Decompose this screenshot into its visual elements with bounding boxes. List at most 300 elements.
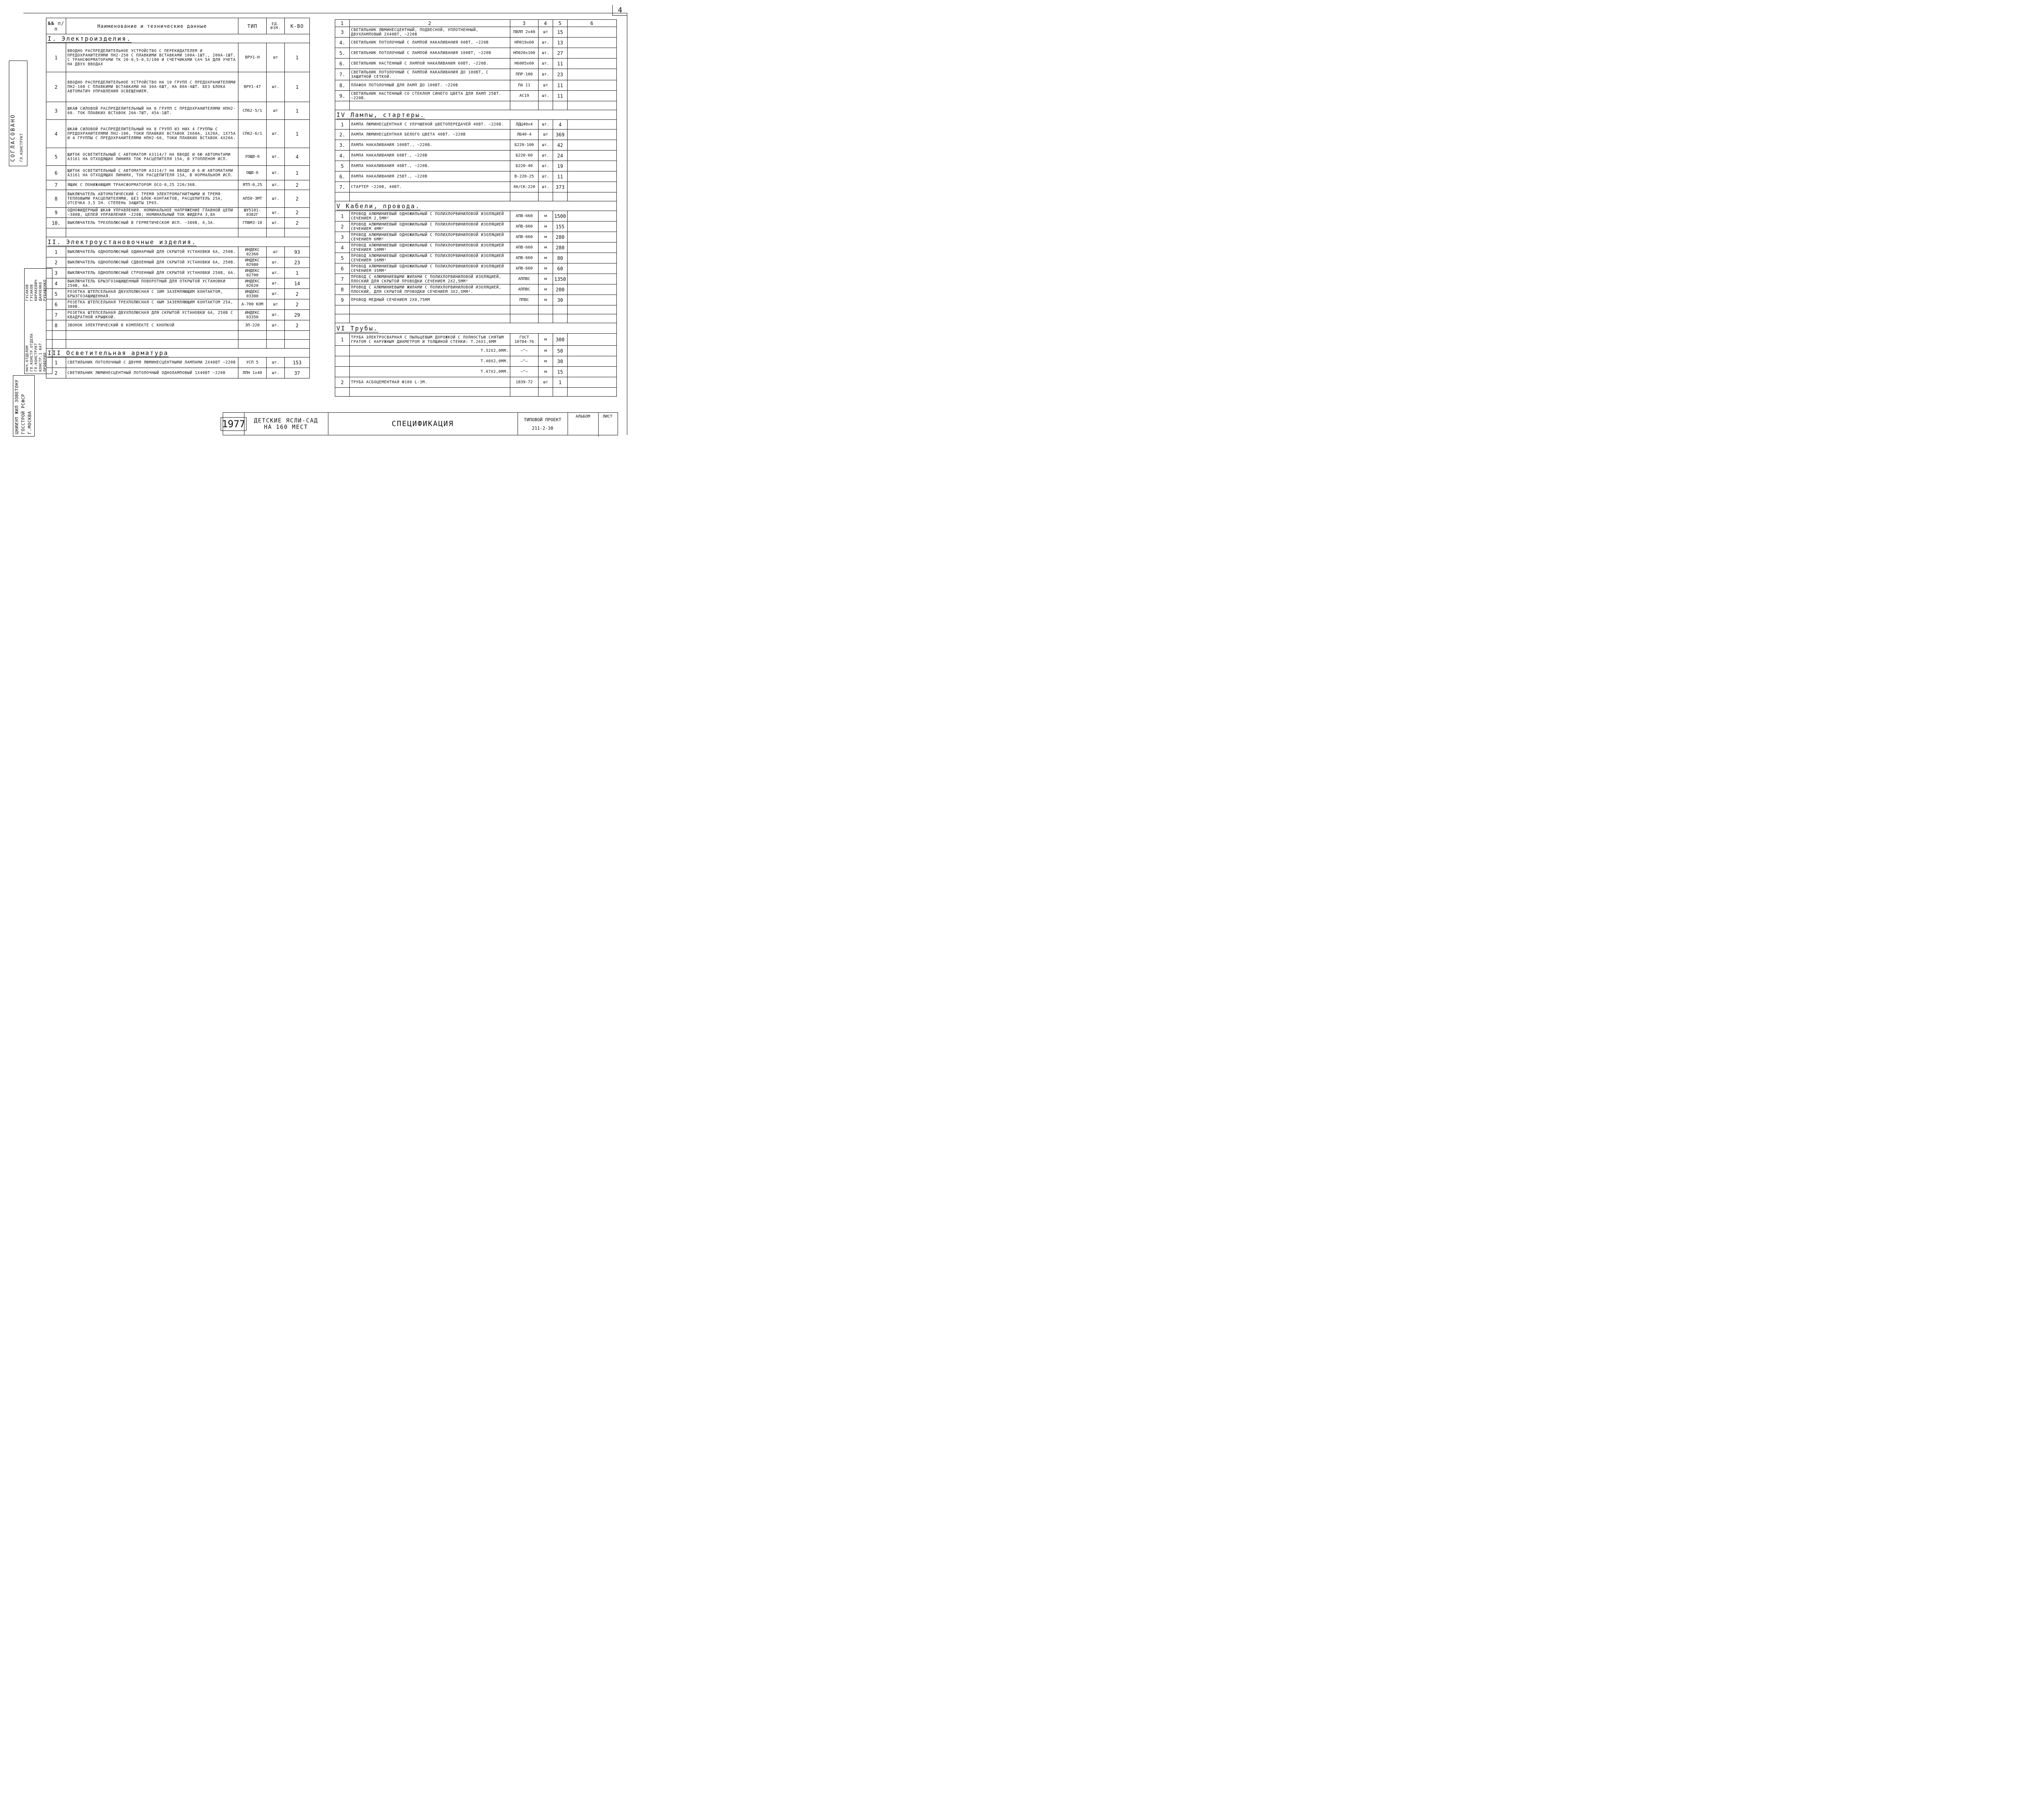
item-name: ЩИТОК ОСВЕТИТЕЛЬНЫЙ С АВТОМАТОМ А3114/7 НА ВВОДЕ И 6-Ю АВТОМАТАМИ А3161 НА ОТХОДЯЩИХ ЛИНИЯХ, ТОК РАСЦЕПИТЕЛЯ 15А, В НОРМАЛЬНОМ ИСП. <box>66 166 238 180</box>
table-row <box>335 377 617 388</box>
item-number: 2. <box>335 130 350 140</box>
item-unit: шт. <box>267 278 285 289</box>
item-name: ПРОВОД АЛЮМИНИЕВЫЙ ОДНОЖИЛЬНЫЙ С ПОЛИХЛОРВИНИЛОВОЙ ИЗОЛЯЦИЕЙ СЕЧЕНИЕМ 16ММ² <box>350 253 510 263</box>
item-number: 4 <box>46 120 66 148</box>
item-number: 7 <box>46 310 66 320</box>
item-type: ПВЛП 2х40 <box>510 27 539 38</box>
org-stamp <box>13 375 35 437</box>
item-name: СВЕТИЛЬНИК ПОТОЛОЧНЫЙ С ЛАМПОЙ НАКАЛИВАНИЯ 60ВТ, ~220В <box>350 38 510 48</box>
item-number: 5 <box>46 148 66 166</box>
item-type: СП62-6/1 <box>238 120 266 148</box>
item-name: СВЕТИЛЬНИК ПОТОЛОЧНЫЙ С ЛАМПОЙ НАКАЛИВАНИЯ ДО 100ВТ, С ЗАЩИТНОЙ СЕТКОЙ. <box>350 69 510 80</box>
item-number: 5 <box>335 161 350 171</box>
item-unit: шт <box>539 377 553 388</box>
item-qty: 1 <box>285 43 310 72</box>
item-type: 40/СК-220 <box>510 182 539 192</box>
year: 1977 <box>221 417 246 431</box>
item-number: 4 <box>46 278 66 289</box>
item-unit: шт. <box>267 310 285 320</box>
item-name: РОЗЕТКА ШТЕПСЕЛЬНАЯ ДВУХПОЛЮСНАЯ ДЛЯ СКРЫТОЙ УСТАНОВКИ 6А, 250В С КВАДРАТНОЙ КРЫШКОЙ. <box>66 310 238 320</box>
item-name: ПЛАФОН ПОТОЛОЧНЫЙ ДЛЯ ЛАМП ДО 100ВТ. ~220В <box>350 80 510 91</box>
item-name: ВЫКЛЮЧАТЕЛЬ ТРЕХПОЛЮСНЫЙ В ГЕРМЕТИЧЕСКОМ ИСП. ~380В, 6,3А. <box>66 218 238 228</box>
item-number: 9 <box>335 295 350 305</box>
item-unit: м <box>539 367 553 377</box>
item-unit: шт. <box>267 368 285 378</box>
item-qty: 1500 <box>553 211 568 221</box>
name-3: КИРАКЕВИЧ <box>34 279 38 301</box>
item-type: ГОСТ 10704-76 <box>510 334 539 346</box>
item-qty: 2 <box>285 218 310 228</box>
item-unit: шт. <box>267 120 285 148</box>
table-row <box>46 278 310 289</box>
item-qty: 30 <box>553 356 568 367</box>
item-unit: шт <box>267 102 285 120</box>
table-row <box>335 346 617 356</box>
item-number: 6 <box>335 263 350 274</box>
item-qty: 60 <box>553 263 568 274</box>
org-line-2: ГОССТРОЙ РСФСР <box>21 394 26 434</box>
table-header <box>335 20 617 27</box>
section-title: III Осветительная арматура <box>48 349 169 357</box>
item-number: 8 <box>46 190 66 208</box>
item-type: ППР-100 <box>510 69 539 80</box>
item-qty: 50 <box>553 346 568 356</box>
item-unit: шт. <box>539 161 553 171</box>
item-qty: 93 <box>285 247 310 257</box>
item-number: 2 <box>335 221 350 232</box>
item-qty: 37 <box>285 368 310 378</box>
item-name: СТАРТЕР ~220В, 40ВТ. <box>350 182 510 192</box>
item-unit: шт <box>539 80 553 91</box>
item-type: ИНДЕКС 02980 <box>238 257 266 268</box>
item-number: 6. <box>335 171 350 182</box>
table-row <box>46 208 310 218</box>
item-unit: шт. <box>539 140 553 150</box>
item-qty: 1 <box>285 120 310 148</box>
item-number: 6 <box>46 166 66 180</box>
item-unit: м <box>539 295 553 305</box>
item-number: 3 <box>46 102 66 120</box>
item-name: ОДНОФИДЕРНЫЙ ШКАФ УПРАВЛЕНИЯ. НОМИНАЛЬНОЕ НАПРЯЖЕНИЕ ГЛАВНОЙ ЦЕПИ ~380В, ЦЕПЕЙ УПРАВЛЕНИЯ ~220В; НОМИНАЛЬНЫЙ ТОК ФИДЕРА 3,8А <box>66 208 238 218</box>
item-unit: шт. <box>267 320 285 331</box>
item-number: 1 <box>46 247 66 257</box>
item-unit: шт. <box>539 150 553 161</box>
col-header-1: 1 <box>335 20 350 27</box>
item-unit: м <box>539 221 553 232</box>
table-row <box>335 221 617 232</box>
section-title: IV Лампы, стартеры. <box>336 111 425 119</box>
table-row <box>335 38 617 48</box>
table-row <box>46 72 310 102</box>
blank-row <box>335 101 617 110</box>
table-row <box>335 295 617 305</box>
org-line-1: ЦНИИЭП ЖИЛ ЗОВЕТОНУ <box>14 379 19 434</box>
item-type: АП50-3МТ <box>238 190 266 208</box>
item-type: СП62-5/1 <box>238 102 266 120</box>
table-row <box>46 43 310 72</box>
item-name: ПРОВОД АЛЮМИНИЕВЫЙ ОДНОЖИЛЬНЫЙ С ПОЛИХЛОРВИНИЛОВОЙ ИЗОЛЯЦИЕЙ СЕЧЕНИЕМ 2,5ММ² <box>350 211 510 221</box>
item-number: 1 <box>335 334 350 346</box>
item-qty: 23 <box>553 69 568 80</box>
table-row <box>335 274 617 284</box>
item-type: АПВ-660 <box>510 221 539 232</box>
role-4: КОНСТР.1 КАТ. <box>39 341 43 372</box>
project-code: 211-2-38 <box>532 425 553 431</box>
item-qty: 11 <box>553 171 568 182</box>
item-qty: 11 <box>553 59 568 69</box>
blank-row <box>46 340 310 349</box>
item-qty: 2 <box>285 180 310 190</box>
col-header-unit: ЕД. ИЗМ. <box>267 18 285 34</box>
item-qty: 11 <box>553 80 568 91</box>
table-row <box>46 320 310 331</box>
item-unit: шт. <box>267 180 285 190</box>
item-type: ЛБ40-4 <box>510 130 539 140</box>
item-type: Н6005х60 <box>510 59 539 69</box>
agreed-stamp <box>9 61 27 166</box>
role-2: ГЛ.КОНСТР.ОТДЕЛА <box>30 333 34 372</box>
role-5: ПРОВЕРИЛ <box>43 352 47 372</box>
table-row <box>335 120 617 130</box>
sheet-title-cell <box>328 413 518 435</box>
signature-stamp <box>24 268 52 374</box>
blank-row <box>335 314 617 323</box>
table-row <box>335 91 617 101</box>
item-number: 1 <box>335 211 350 221</box>
table-row <box>335 161 617 171</box>
item-qty: 1350 <box>553 274 568 284</box>
year-cell <box>223 413 244 435</box>
project-code-label: ТИПОВОЙ ПРОЕКТ <box>524 417 562 422</box>
item-type: УОЩВ-6 <box>238 148 266 166</box>
item-unit: шт. <box>539 48 553 59</box>
project-code-cell <box>518 413 568 435</box>
item-number: 9. <box>335 91 350 101</box>
item-name: РОЗЕТКА ШТЕПСЕЛЬНАЯ ДВУХПОЛЮСНАЯ С 3ИМ ЗАЗЕМЛЯЮЩИМ КОНТАКТОМ, БРЫЗГОЗАЩИЩЕННАЯ. <box>66 289 238 299</box>
item-qty: 29 <box>285 310 310 320</box>
item-name: ВЫКЛЮЧАТЕЛЬ ОДНОПОЛЮСНЫЙ СТРОЕННЫЙ ДЛЯ СКРЫТОЙ УСТАНОВКИ 250В, 6А. <box>66 268 238 278</box>
item-number: 3 <box>335 232 350 242</box>
project-name: ДЕТСКИЕ ЯСЛИ-САД НА 160 МЕСТ <box>254 417 318 430</box>
item-unit: шт <box>539 27 553 38</box>
table-row <box>46 218 310 228</box>
section-header <box>335 110 617 120</box>
table-row <box>335 27 617 38</box>
item-type: В-220-25 <box>510 171 539 182</box>
item-name: ПРОВОД АЛЮМИНИЕВЫЙ ОДНОЖИЛЬНЫЙ С ПОЛИХЛОРВИНИЛОВОЙ ИЗОЛЯЦИЕЙ СЕЧЕНИЕМ 4ММ² <box>350 221 510 232</box>
item-qty: 373 <box>553 182 568 192</box>
item-name: Т.47Х2,0ММ. <box>350 367 510 377</box>
name-5: РУБАШЕНКО <box>43 279 47 301</box>
project-cell <box>244 413 328 435</box>
item-number: 4 <box>335 242 350 253</box>
item-type: ИНДЕКС 02360 <box>238 247 266 257</box>
table-row <box>335 59 617 69</box>
item-type: ЗП-220 <box>238 320 266 331</box>
item-unit: м <box>539 242 553 253</box>
item-name: ВВОДНО РАСПРЕДЕЛИТЕЛЬНОЕ УСТРОЙСТВО НА 10 ГРУПП С ПРЕДОХРАНИТЕЛЯМИ ПН2-100 С ПЛАВКИМИ ВСТАВКАМИ НА 30А-6ШТ, НА 80А-4ШТ. БЕЗ БЛОКА АВТОМАТИЧ УПРАВЛЕНИЯ ОСВЕЩЕНИЕМ. <box>66 72 238 102</box>
item-name: ВЫКЛЮЧАТЕЛЬ БРЫЗГОЗАЩИЩЕННЫЙ ПОВОРОТНЫЙ ДЛЯ ОТКРЫТОЙ УСТАНОВКИ 250В, 6А. <box>66 278 238 289</box>
item-name: ПРОВОД АЛЮМИНИЕВЫЙ ОДНОЖИЛЬНЫЙ С ПОЛИХЛОРВИНИЛОВОЙ ИЗОЛЯЦИЕЙ СЕЧЕНИЕМ 35ММ² <box>350 263 510 274</box>
item-number: 2 <box>46 368 66 378</box>
item-unit: шт <box>267 247 285 257</box>
item-number: 4. <box>335 150 350 161</box>
item-qty: 369 <box>553 130 568 140</box>
item-name: ЗВОНОК ЭЛЕКТРИЧЕСКИЙ В КОМПЛЕКТЕ С КНОПКОЙ <box>66 320 238 331</box>
item-number: 8 <box>335 284 350 295</box>
item-qty: 19 <box>553 161 568 171</box>
item-number: 6. <box>335 59 350 69</box>
item-name: ТРУБА ЭЛЕКТРОСВАРНАЯ С ПЫЛЬЦЕВЫМ ДОРОЖКОЙ С ПОЛНОСТЬЮ СНЯТЫМ ГРАТОМ С НАРУЖНЫМ ДИАМЕТРОМ И ТОЛЩИНОЙ СТЕНКИ: Т.26Х1,8ММ <box>350 334 510 346</box>
item-unit: шт. <box>539 120 553 130</box>
table-row <box>335 130 617 140</box>
item-type: АПВ-660 <box>510 242 539 253</box>
item-qty: 14 <box>285 278 310 289</box>
item-number: 7 <box>46 180 66 190</box>
item-qty: 13 <box>553 38 568 48</box>
name-4: ДАНЧЕНКО <box>39 282 43 301</box>
item-number: 4. <box>335 38 350 48</box>
col-header-type: ТИП <box>238 18 266 34</box>
item-name: ЛАМПА НАКАЛИВАНИЯ 60ВТ., ~220В <box>350 150 510 161</box>
table-row <box>335 182 617 192</box>
item-type: 1839-72 <box>510 377 539 388</box>
item-type: ЛПН 1х40 <box>238 368 266 378</box>
item-number: 9 <box>46 208 66 218</box>
right-spec-table <box>335 19 617 397</box>
item-qty: 24 <box>553 150 568 161</box>
page-number: 4 <box>612 5 627 16</box>
sheet-label: ЛИСТ <box>602 414 613 419</box>
item-unit: шт. <box>539 38 553 48</box>
table-row <box>335 48 617 59</box>
item-name: ЛАМПА НАКАЛИВАНИЯ 100ВТ., ~220В. <box>350 140 510 150</box>
table-row <box>335 334 617 346</box>
item-name: ШКАФ СИЛОВОЙ РАСПРЕДЕЛИТЕЛЬНЫЙ НА 8 ГРУПП С ПРЕДОХРАНИТЕЛЯМИ НПН2-60. ТОК ПЛАВКИХ ВСТАВОК 20А-7ШТ, 45А-1ШТ. <box>66 102 238 120</box>
item-qty: 153 <box>285 357 310 368</box>
table-row <box>46 247 310 257</box>
item-name: ЛАМПА НАКАЛИВАНИЯ 25ВТ., ~220В <box>350 171 510 182</box>
section-title: VI Трубы. <box>336 324 378 332</box>
item-type: ИНДЕКС 02700 <box>238 268 266 278</box>
section-header <box>335 201 617 211</box>
item-type: АПВ-660 <box>510 253 539 263</box>
item-type: ППВС <box>510 295 539 305</box>
item-unit: шт. <box>539 59 553 69</box>
item-name: ПРОВОД МЕДНЫЙ СЕЧЕНИЕМ 2Х0,75ММ <box>350 295 510 305</box>
item-qty: 27 <box>553 48 568 59</box>
item-type: АС19 <box>510 91 539 101</box>
col-header-5: 5 <box>553 20 568 27</box>
item-name: СВЕТИЛЬНИК ПОТОЛОЧНЫЙ С ЛАМПОЙ НАКАЛИВАНИЯ 100ВТ, ~220В <box>350 48 510 59</box>
item-number: 1 <box>46 43 66 72</box>
item-unit: шт. <box>267 190 285 208</box>
item-unit: шт <box>267 299 285 310</box>
section-header <box>46 34 310 43</box>
item-name: РОЗЕТКА ШТЕПСЕЛЬНАЯ ТРЕХПОЛЮСНАЯ С 4ЫМ ЗАЗЕМЛЯЮЩИМ КОНТАКТОМ 25А, 380В. <box>66 299 238 310</box>
item-qty: 1 <box>285 166 310 180</box>
table-row <box>335 211 617 221</box>
item-name: ЛАМПА ЛЮМИНЕСЦЕНТНАЯ С УЛУЧШЕНОЙ ЦВЕТОПЕРЕДАЧЕЙ 40ВТ. ~220В. <box>350 120 510 130</box>
item-type: ИНДЕКС 03350 <box>238 310 266 320</box>
table-row <box>335 140 617 150</box>
item-name: ВЫКЛЮЧАТЕЛЬ ОДНОПОЛЮСНЫЙ СДВОЕННЫЙ ДЛЯ СКРЫТОЙ УСТАНОВКИ 6А, 250В. <box>66 257 238 268</box>
section-header <box>46 237 310 247</box>
item-number: 8 <box>46 320 66 331</box>
item-qty: 1 <box>285 268 310 278</box>
table-row <box>46 310 310 320</box>
item-name: ПРОВОД АЛЮМИНИЕВЫЙ ОДНОЖИЛЬНЫЙ С ПОЛИХЛОРВИНИЛОВОЙ ИЗОЛЯЦИЕЙ СЕЧЕНИЕМ 6ММ² <box>350 232 510 242</box>
table-row <box>46 289 310 299</box>
table-header <box>46 18 310 34</box>
item-number: 1 <box>335 120 350 130</box>
item-name: ВЫКЛЮЧАТЕЛЬ АВТОМАТИЧЕСКИЙ С ТРЕМЯ ЭЛЕКТРОМАГНИТНЫМИ И ТРЕМЯ ТЕПЛОВЫМИ РАСЦЕПИТЕЛЯМИ, БЕЗ БЛОК-КОНТАКТОВ, РАСЦЕПИТЕЛЬ 25А, ОТСЕЧКА 3,5 IН. СТЕПЕНЬ ЗАЩИТЫ IР65. <box>66 190 238 208</box>
item-unit: шт. <box>267 208 285 218</box>
item-type: ОЩВ-6 <box>238 166 266 180</box>
item-number: 7. <box>335 182 350 192</box>
item-type: ВРУ1-47 <box>238 72 266 102</box>
col-header-6: 6 <box>568 20 617 27</box>
item-number: 3 <box>46 268 66 278</box>
item-qty: 2 <box>285 320 310 331</box>
table-row <box>335 356 617 367</box>
item-number: 5. <box>335 48 350 59</box>
item-name: ПРОВОД С АЛЮМИНИЕВЫМИ ЖИЛАМИ С ПОЛИХЛОРВИНИЛОВОЙ ИЗОЛЯЦИЕЙ, ПЛОСКИЙ ДЛЯ СКРЫТОЙ ПРОВОДКИ СЕЧЕНИЕМ 2Х2,5ММ² <box>350 274 510 284</box>
item-type: НП019х60 <box>510 38 539 48</box>
item-unit: м <box>539 211 553 221</box>
name-2: ГУСАКОВ <box>30 284 34 301</box>
item-number: 3 <box>335 27 350 38</box>
item-qty: 4 <box>553 120 568 130</box>
album-cell <box>568 413 599 437</box>
item-unit: шт. <box>539 182 553 192</box>
item-unit: шт. <box>267 289 285 299</box>
item-unit: м <box>539 263 553 274</box>
table-row <box>335 171 617 182</box>
agreed-label: СОГЛАСОВАНО <box>10 113 16 162</box>
item-type: ПА 11 <box>510 80 539 91</box>
item-number: 2 <box>335 377 350 388</box>
item-number: 8. <box>335 80 350 91</box>
item-qty: 2 <box>285 289 310 299</box>
table-row <box>46 268 310 278</box>
item-type: —"— <box>510 346 539 356</box>
item-name: Т.32Х2,0ММ. <box>350 346 510 356</box>
col-header-3: 3 <box>510 20 539 27</box>
section-title: II. Электроустановочные изделия. <box>48 238 196 246</box>
item-type: АППВС <box>510 274 539 284</box>
item-type: А-700 КОМ <box>238 299 266 310</box>
section-title: I. Электроизделия. <box>48 35 132 42</box>
item-unit: м <box>539 346 553 356</box>
item-number: 7. <box>335 69 350 80</box>
sheet-title: СПЕЦИФИКАЦИЯ <box>391 420 454 428</box>
col-header-qty: К-ВО <box>285 18 310 34</box>
item-type: ВРУ1-Н <box>238 43 266 72</box>
table-row <box>335 284 617 295</box>
item-qty: 30 <box>553 295 568 305</box>
item-type: ГПВМ3-10 <box>238 218 266 228</box>
item-name: ЩИТОК ОСВЕТИТЕЛЬНЫЙ С АВТОМАТОМ А3114/7 НА ВВОДЕ И 6Ю АВТОМАТАМИ А3161 НА ОТХОДЯЩИХ ЛИНИЯХ ТОК РАСЦЕПИТЕЛЯ 15А, В УТОПЛЕНОМ ИСП. <box>66 148 238 166</box>
item-number <box>335 346 350 356</box>
table-row <box>46 368 310 378</box>
org-line-3: Г.МОСКВА <box>27 411 32 434</box>
item-unit: м <box>539 253 553 263</box>
item-type: УСП 5 <box>238 357 266 368</box>
item-type: АПВ-660 <box>510 263 539 274</box>
col-header-4: 4 <box>539 20 553 27</box>
role-1: НАЧ.ОТДЕЛОМ <box>25 345 29 372</box>
item-qty: 1 <box>553 377 568 388</box>
item-qty: 155 <box>553 221 568 232</box>
item-qty: 2 <box>285 208 310 218</box>
item-qty: 11 <box>553 91 568 101</box>
item-unit: шт <box>267 43 285 72</box>
item-number: 2 <box>46 257 66 268</box>
item-qty: 1 <box>285 72 310 102</box>
item-type: Б220-40 <box>510 161 539 171</box>
item-type: ИНДЕКС 03300 <box>238 289 266 299</box>
item-number: 1 <box>46 357 66 368</box>
item-qty: 200 <box>553 284 568 295</box>
item-qty: 300 <box>553 334 568 346</box>
item-name: ШКАФ СИЛОВОЙ РАСПРЕДЕЛИТЕЛЬНЫЙ НА 8 ГРУПП ИЗ НИХ 4 ГРУППЫ С ПРЕДОХРАНИТЕЛЯМИ ПН2-100, ТОКИ ПЛАВКИХ ВСТАВОК 2Х60А, 1Х20А, 1Х75А И 4 ГРУППЫ С ПРЕДОХРАНИТЕЛЯМИ НПН2-60, ТОКИ ПЛАВКИХ ВСТАВОК 4Х20А. <box>66 120 238 148</box>
blank-row <box>335 305 617 314</box>
item-name: ПРОВОД С АЛЮМИНИЕВЫМИ ЖИЛАМИ С ПОЛИХЛОРВИНИЛОВОЙ ИЗОЛЯЦИЕЙ, ПЛОСКИЙ, ДЛЯ СКРЫТОЙ ПРОВОДКИ СЕЧЕНИЕМ 3Х2,5ММ². <box>350 284 510 295</box>
item-name: СВЕТИЛЬНИК ЛЮМИНЕСЦЕНТНЫЙ ПОТОЛОЧНЫЙ ОДНОЛАМПОВЫЙ 1Х40ВТ ~220В <box>66 368 238 378</box>
item-name: ВВОДНО РАСПРЕДЕЛИТЕЛЬНОЕ УСТРОЙСТВО С ПЕРЕКИДАТЕЛЕМ И ПРЕДОХРАНИТЕЛЯМИ ПН2-250 С ПЛАВКИМИ ВСТАВКАМИ 100А-1ШТ., 200А-1ШТ. С ТРАНСФОРМАТОРАМИ ТК 20-0,5-0,5/100 И СЧЕТЧИКАМИ САЧ 5А ДЛЯ УЧЕТА НА ДВУХ ВВОДАХ <box>66 43 238 72</box>
table-row <box>46 102 310 120</box>
item-number: 7 <box>335 274 350 284</box>
item-unit: м <box>539 232 553 242</box>
col-header-num: №№ п/п <box>46 18 66 34</box>
blank-row <box>46 228 310 237</box>
item-unit: шт. <box>539 69 553 80</box>
sheet-cell <box>598 413 617 437</box>
table-row <box>335 263 617 274</box>
table-row <box>46 120 310 148</box>
item-number: 6 <box>46 299 66 310</box>
item-name: ЛАМПА НАКАЛИВАНИЯ 40ВТ., ~220В. <box>350 161 510 171</box>
table-row <box>46 148 310 166</box>
table-row <box>335 150 617 161</box>
table-row <box>46 190 310 208</box>
role-3: ГЛ.КОНСТРУКТ <box>34 343 38 372</box>
left-spec-table <box>46 18 310 378</box>
item-qty: 280 <box>553 232 568 242</box>
item-unit: шт. <box>539 171 553 182</box>
item-type: ШУ5101-0382Г <box>238 208 266 218</box>
item-name: СВЕТИЛЬНИК НАСТЕННЫЙ С ЛАМПОЙ НАКАЛИВАНИЯ 60ВТ, ~220В. <box>350 59 510 69</box>
item-qty: 2 <box>285 299 310 310</box>
table-row <box>335 367 617 377</box>
item-unit: шт. <box>267 218 285 228</box>
blank-row <box>335 192 617 201</box>
item-type: АППВС <box>510 284 539 295</box>
col-header-2: 2 <box>350 20 510 27</box>
item-unit: шт. <box>267 257 285 268</box>
item-name: СВЕТИЛЬНИК НАСТЕННЫЙ СО СТЕКЛОМ СИНЕГО ЦВЕТА ДЛЯ ЛАМП 25ВТ. ~220В. <box>350 91 510 101</box>
item-unit: шт. <box>267 148 285 166</box>
item-qty: 1 <box>285 102 310 120</box>
item-name: ВЫКЛЮЧАТЕЛЬ ОДНОПОЛЮСНЫЙ ОДИНАРНЫЙ ДЛЯ СКРЫТОЙ УСТАНОВКИ 6А, 250В. <box>66 247 238 257</box>
item-type: ЯТП-0,25 <box>238 180 266 190</box>
item-unit: шт. <box>267 357 285 368</box>
col-header-name: Наименование и технические данные <box>66 18 238 34</box>
item-type: АПВ-660 <box>510 211 539 221</box>
item-type: —"— <box>510 356 539 367</box>
item-number: 10. <box>46 218 66 228</box>
